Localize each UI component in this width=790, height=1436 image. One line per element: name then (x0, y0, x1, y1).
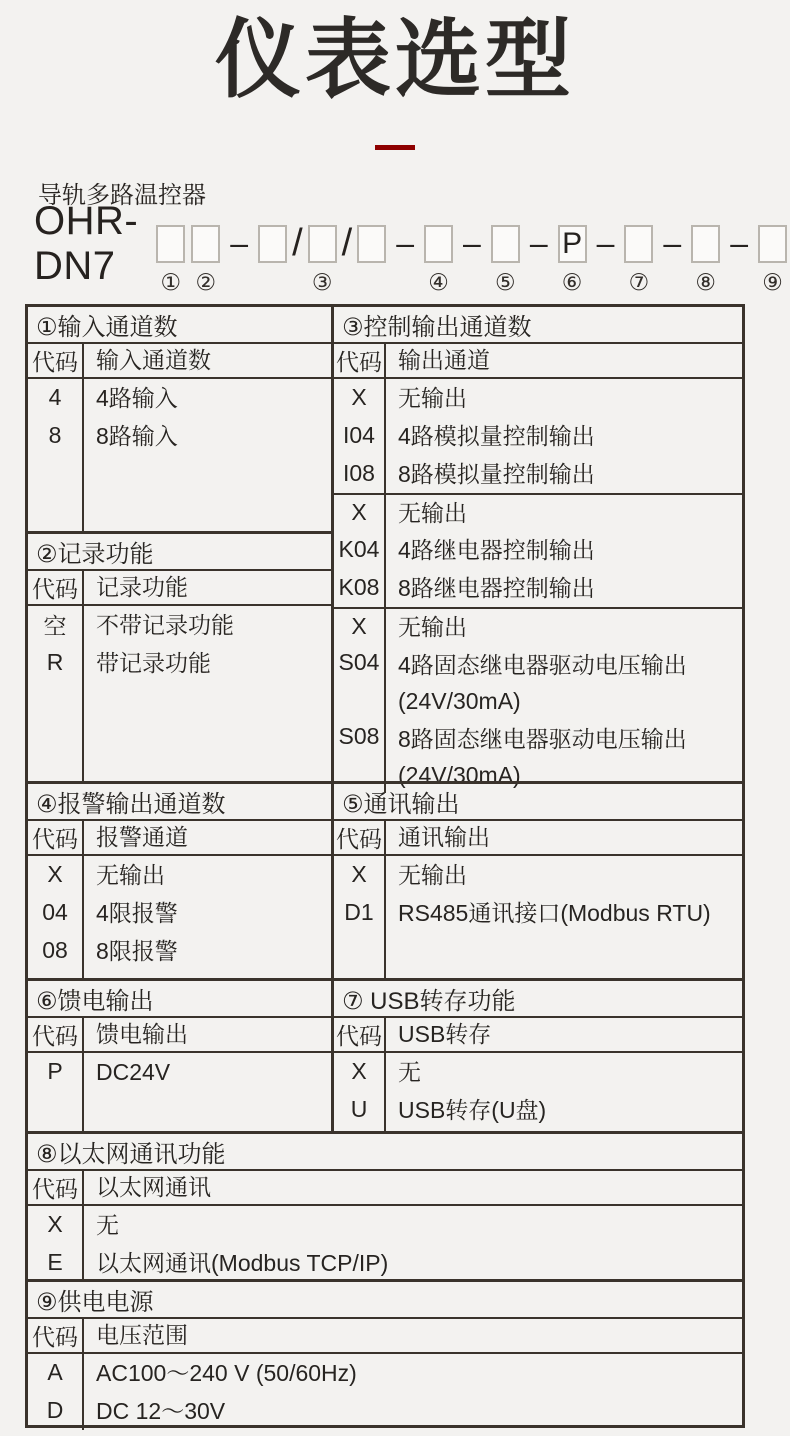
table-header-row (28, 1171, 742, 1206)
code-cell: X (334, 495, 386, 531)
code-cell: U (334, 1091, 386, 1129)
code-header: 代码 (28, 344, 84, 377)
model-position-number: ④ (428, 269, 449, 296)
section-body (28, 344, 331, 531)
empty-space (28, 1091, 331, 1131)
model-position-number: ① (160, 269, 182, 296)
code-cell: D (28, 1392, 84, 1430)
model-segment: / (341, 222, 353, 265)
section-usb-transfer (334, 981, 742, 1131)
table-row (334, 856, 742, 894)
model-box (624, 225, 653, 263)
section-title: ⑤通讯输出 (334, 784, 742, 821)
table-row (28, 379, 331, 417)
code-cell: R (28, 644, 84, 682)
code-cell-empty (334, 932, 386, 978)
desc-cell: 4路模拟量控制输出 (398, 422, 595, 449)
section-alarm-output-channels (28, 784, 331, 978)
desc-header: 输出通道 (398, 347, 490, 374)
model-segment (354, 220, 389, 298)
section-input-channels (28, 307, 331, 534)
model-segment: – (529, 225, 548, 262)
code-cell: X (334, 1053, 386, 1091)
table-rows (334, 379, 742, 793)
code-cell-empty (28, 1091, 84, 1131)
table-band-1 (28, 307, 742, 788)
section-control-output-channels (334, 307, 742, 788)
table-header-row (28, 344, 331, 379)
model-box (258, 225, 287, 263)
model-box (357, 225, 386, 263)
code-cell: X (28, 1206, 84, 1244)
model-segment (421, 220, 456, 298)
code-cell: K04 (334, 531, 386, 569)
table-rows (28, 1206, 742, 1282)
page-title: 仪表选型 (215, 12, 575, 108)
table-header-row (28, 821, 331, 856)
code-header: 代码 (334, 821, 386, 854)
table-row (334, 569, 742, 607)
model-position-number: ⑦ (628, 269, 650, 296)
table-header-row (28, 1018, 331, 1053)
code-cell: E (28, 1244, 84, 1282)
code-cell: X (334, 609, 386, 645)
desc-cell: 无 (398, 1058, 421, 1085)
selection-table (25, 304, 745, 1428)
model-box (191, 225, 220, 263)
table-rows (28, 1354, 742, 1430)
desc-cell-empty (84, 970, 331, 978)
desc-cell: 无输出 (398, 861, 467, 888)
desc-cell: 4路固态继电器驱动电压输出 (24V/30mA) (398, 651, 687, 714)
table-header-row (28, 1319, 742, 1354)
desc-header: 输入通道数 (96, 347, 211, 374)
table-row (28, 894, 331, 932)
section-title: ②记录功能 (28, 534, 331, 571)
section-power-supply (28, 1279, 742, 1425)
table-row (334, 1053, 742, 1091)
section-title: ⑦ USB转存功能 (334, 981, 742, 1018)
table-row (28, 856, 331, 894)
model-segment: – (596, 225, 615, 262)
desc-cell: 8路固态继电器驱动电压输出 (24V/30mA) (398, 725, 687, 788)
band-1-left (28, 307, 334, 781)
table-row (334, 894, 742, 932)
desc-cell-empty (84, 1091, 331, 1131)
model-code-line (34, 198, 790, 298)
desc-cell-empty (84, 682, 331, 781)
desc-cell: 无 (96, 1211, 119, 1238)
table-rows (334, 1053, 742, 1129)
section-body (28, 571, 331, 781)
desc-cell: 无输出 (96, 861, 165, 888)
code-cell: 04 (28, 894, 84, 932)
section-body (334, 1018, 742, 1131)
model-segment (755, 220, 790, 298)
code-cell: I04 (334, 417, 386, 455)
desc-header: USB转存 (398, 1021, 492, 1048)
product-name: 导轨多路温控器 (38, 181, 206, 209)
model-box (691, 225, 720, 263)
model-segment (688, 220, 723, 298)
code-cell: I08 (334, 455, 386, 493)
empty-space (28, 970, 331, 978)
table-header-row (334, 821, 742, 856)
section-title: ①输入通道数 (28, 307, 331, 344)
desc-cell: 8限报警 (96, 937, 178, 964)
code-header: 代码 (28, 1319, 84, 1352)
model-segment: – (730, 225, 748, 262)
code-cell: 4 (28, 379, 84, 417)
section-title: ⑧以太网通讯功能 (28, 1134, 742, 1171)
table-header-row (334, 344, 742, 379)
code-cell: X (28, 856, 84, 894)
code-header: 代码 (28, 571, 84, 604)
code-cell: X (334, 856, 386, 894)
model-position-number: ⑨ (762, 269, 783, 296)
code-cell: X (334, 379, 386, 417)
desc-cell: USB转存(U盘) (398, 1096, 547, 1123)
code-cell: P (28, 1053, 84, 1091)
table-row (334, 645, 742, 719)
model-segment: / (292, 222, 303, 265)
table-row (28, 1392, 742, 1430)
section-ethernet (28, 1131, 742, 1279)
code-cell-empty (28, 455, 84, 531)
desc-cell: RS485通讯接口(Modbus RTU) (398, 899, 711, 926)
code-header: 代码 (334, 1018, 386, 1051)
desc-header: 报警通道 (96, 824, 188, 851)
code-cell: 08 (28, 932, 84, 970)
empty-space (28, 455, 331, 531)
code-cell: S04 (334, 645, 386, 719)
desc-header: 记录功能 (96, 574, 188, 601)
model-segment: – (230, 225, 249, 262)
table-row (28, 1354, 742, 1392)
model-segment (255, 220, 290, 298)
section-title: ⑨供电电源 (28, 1282, 742, 1319)
table-row (334, 455, 742, 493)
table-rows (334, 856, 742, 932)
section-feed-power-output (28, 981, 331, 1131)
code-cell: A (28, 1354, 84, 1392)
model-position-number: ⑤ (495, 269, 516, 296)
desc-cell: DC 12～30V (96, 1397, 226, 1424)
model-position-number: ⑧ (695, 269, 717, 296)
table-row (28, 1206, 742, 1244)
table-row (28, 606, 331, 644)
model-segment: – (463, 225, 481, 262)
model-position-number: ⑥ (561, 269, 583, 296)
table-row (334, 607, 742, 645)
desc-header: 通讯输出 (398, 824, 490, 851)
desc-cell: 以太网通讯(Modbus TCP/IP) (96, 1249, 389, 1276)
model-segment: – (396, 225, 415, 262)
desc-cell: DC24V (96, 1058, 171, 1085)
model-box (308, 225, 337, 263)
desc-cell: 4限报警 (96, 899, 178, 926)
section-title: ④报警输出通道数 (28, 784, 331, 821)
desc-cell: 8路模拟量控制输出 (398, 460, 595, 487)
band-1-right (334, 307, 742, 788)
desc-cell-empty (386, 932, 742, 978)
code-header: 代码 (28, 821, 84, 854)
model-position-number: ② (195, 269, 217, 296)
desc-header: 馈电输出 (96, 1021, 188, 1048)
table-band-2 (28, 781, 742, 978)
code-cell: K08 (334, 569, 386, 607)
band-2-right (334, 784, 742, 978)
desc-cell: AC100～240 V (50/60Hz) (96, 1359, 357, 1386)
model-box (156, 225, 185, 263)
code-header: 代码 (334, 344, 386, 377)
section-body (334, 821, 742, 978)
desc-cell: 8路继电器控制输出 (398, 574, 595, 601)
code-cell-empty (28, 970, 84, 978)
desc-cell: 不带记录功能 (96, 611, 234, 638)
table-rows (28, 856, 331, 970)
desc-cell-empty (84, 455, 331, 531)
code-cell: 空 (28, 606, 84, 644)
model-segment: – (663, 225, 682, 262)
model-segment (621, 220, 656, 298)
table-rows (28, 379, 331, 455)
table-rows (28, 1053, 331, 1091)
desc-cell: 4路继电器控制输出 (398, 536, 595, 563)
section-body (28, 1018, 331, 1131)
code-cell-empty (28, 682, 84, 781)
model-segment (305, 220, 340, 298)
desc-header: 以太网通讯 (96, 1174, 211, 1201)
table-band-3 (28, 978, 742, 1131)
desc-cell: 4路输入 (96, 384, 178, 411)
desc-cell: 无输出 (398, 384, 467, 411)
section-body (28, 1319, 742, 1425)
band-3-left (28, 981, 334, 1131)
table-row (28, 932, 331, 970)
empty-space (28, 682, 331, 781)
table-row (334, 379, 742, 417)
table-row (28, 644, 331, 682)
model-segment (188, 220, 223, 298)
table-row (28, 1053, 331, 1091)
desc-cell: 无输出 (398, 499, 467, 526)
table-row (334, 493, 742, 531)
table-row (334, 531, 742, 569)
model-box (758, 225, 787, 263)
section-body (334, 344, 742, 788)
desc-header: 电压范围 (96, 1322, 188, 1349)
section-title: ③控制输出通道数 (334, 307, 742, 344)
section-body (28, 821, 331, 978)
section-record-function (28, 534, 331, 781)
model-box-filled: P (558, 225, 587, 263)
section-title: ⑥馈电输出 (28, 981, 331, 1018)
desc-cell: 带记录功能 (96, 649, 211, 676)
band-3-right (334, 981, 742, 1131)
section-body (28, 1171, 742, 1279)
model-segment (555, 220, 590, 298)
table-row (334, 417, 742, 455)
model-prefix: OHR-DN7 (34, 198, 139, 288)
table-row (334, 1091, 742, 1129)
band-2-left (28, 784, 334, 978)
title-accent-rule (375, 145, 415, 150)
model-box (424, 225, 453, 263)
code-header: 代码 (28, 1171, 84, 1204)
code-cell: S08 (334, 719, 386, 793)
empty-space (334, 932, 742, 978)
model-position-number: ③ (311, 269, 333, 296)
desc-cell: 8路输入 (96, 422, 178, 449)
model-box (491, 225, 520, 263)
desc-cell: 无输出 (398, 613, 467, 640)
table-row (28, 1244, 742, 1282)
code-cell: D1 (334, 894, 386, 932)
table-header-row (28, 571, 331, 606)
section-communication-output (334, 784, 742, 978)
table-row (28, 417, 331, 455)
model-segment (488, 220, 523, 298)
code-header: 代码 (28, 1018, 84, 1051)
code-cell: 8 (28, 417, 84, 455)
model-segment (153, 220, 188, 298)
table-rows (28, 606, 331, 682)
table-header-row (334, 1018, 742, 1053)
